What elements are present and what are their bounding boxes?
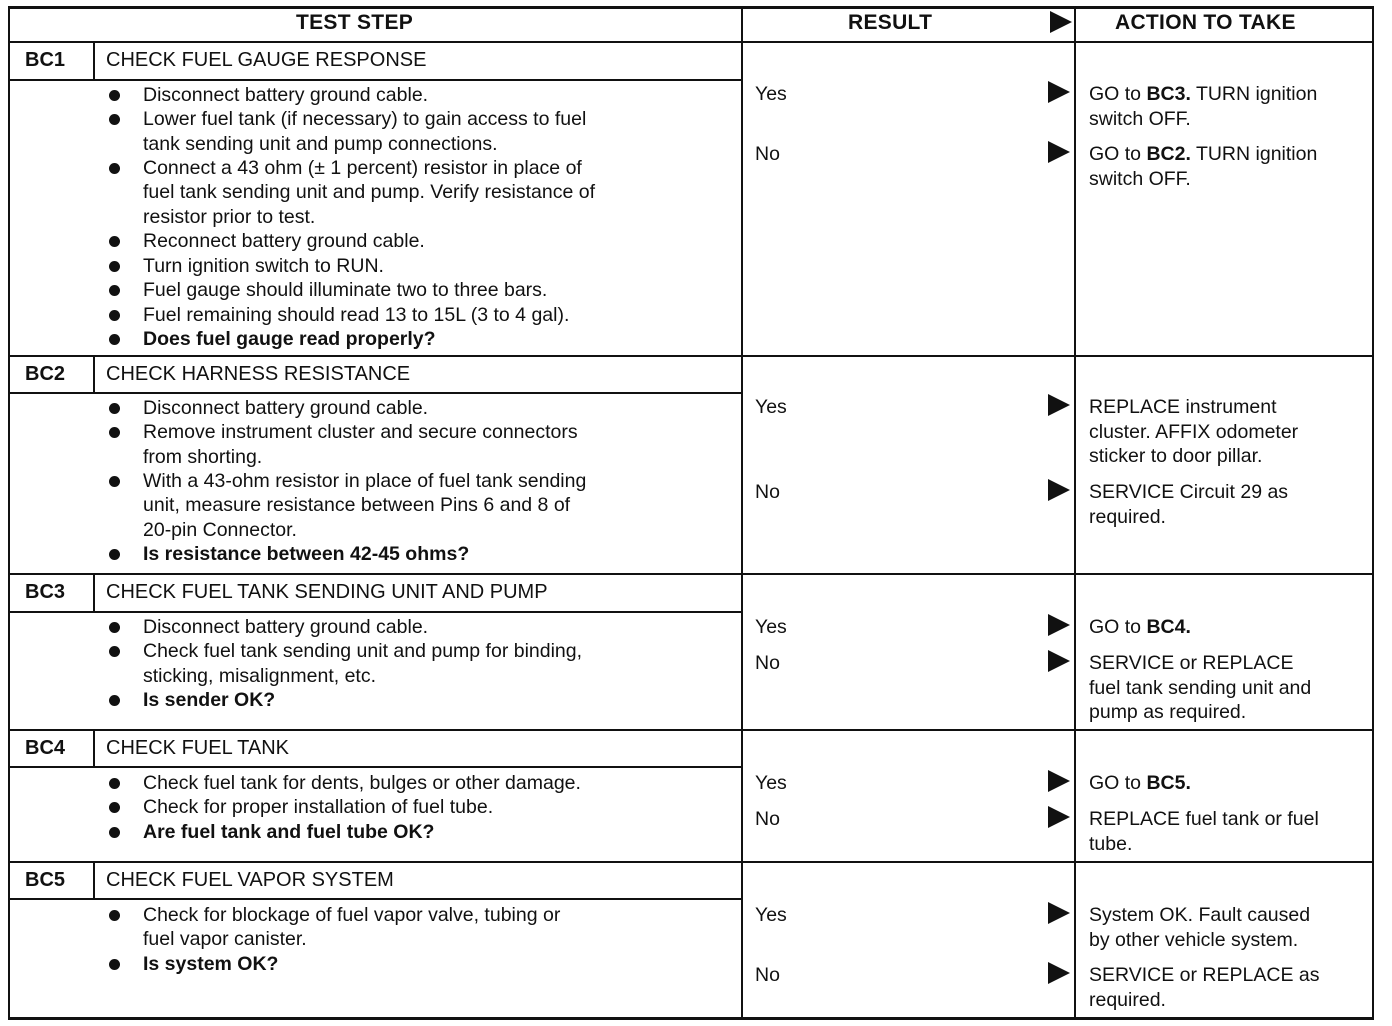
- step-code: BC5: [25, 869, 66, 891]
- bullet-icon: [109, 476, 120, 487]
- action-no: [1089, 142, 1317, 191]
- action-line: SERVICE or REPLACE: [1089, 652, 1294, 674]
- action-line: required.: [1089, 988, 1166, 1011]
- instruction-line: Check for blockage of fuel vapor valve, tubing or: [143, 904, 561, 926]
- action-text: TURN ignition: [1190, 143, 1318, 165]
- instruction-line: Check fuel tank for dents, bulges or other damage.: [143, 772, 581, 794]
- step-separator: [8, 573, 1374, 575]
- code-cell-divider: [93, 729, 95, 766]
- result-no: No: [755, 964, 780, 986]
- instruction-line: With a 43-ohm resistor in place of fuel tank sending: [143, 470, 587, 493]
- table-border-left: [8, 6, 10, 1020]
- action-line: fuel tank sending unit and: [1089, 676, 1312, 699]
- step-instruction: [143, 469, 586, 542]
- instruction-line: fuel vapor canister.: [143, 928, 307, 951]
- action-yes: [1089, 82, 1317, 131]
- action-line: [1089, 142, 1317, 167]
- table-border-right: [1372, 6, 1374, 1020]
- bullet-icon: [109, 549, 120, 560]
- title-underline: [8, 766, 741, 768]
- step-question: [143, 688, 275, 712]
- instruction-line: Are fuel tank and fuel tube OK?: [143, 820, 435, 843]
- result-yes: Yes: [755, 904, 787, 926]
- no-arrow-icon: [1048, 141, 1070, 163]
- instruction-line: Lower fuel tank (if necessary) to gain access to fuel: [143, 108, 587, 131]
- step-code: BC3: [25, 581, 66, 603]
- step-instruction: [143, 795, 493, 819]
- instruction-line: Is resistance between 42-45 ohms?: [143, 543, 470, 566]
- bullet-icon: [109, 802, 120, 813]
- bullet-icon: [109, 90, 120, 101]
- result-yes: Yes: [755, 396, 787, 418]
- action-line: [1089, 615, 1191, 640]
- action-line: cluster. AFFIX odometer: [1089, 420, 1299, 443]
- header-divider: [8, 41, 1374, 43]
- yes-arrow-icon: [1048, 614, 1070, 636]
- bullet-icon: [109, 310, 120, 321]
- code-cell-divider: [93, 861, 95, 898]
- action-line: REPLACE instrument: [1089, 396, 1277, 418]
- code-cell-divider: [93, 41, 95, 79]
- instruction-line: Is sender OK?: [143, 689, 276, 712]
- action-line: SERVICE or REPLACE as: [1089, 964, 1320, 986]
- bullet-icon: [109, 695, 120, 706]
- step-instruction: [143, 420, 578, 469]
- bullet-icon: [109, 163, 120, 174]
- instruction-line: 20-pin Connector.: [143, 518, 297, 541]
- action-line: SERVICE Circuit 29 as: [1089, 481, 1289, 503]
- step-code: BC1: [25, 49, 66, 71]
- step-question: [143, 542, 469, 566]
- header-result: RESULT: [848, 11, 933, 34]
- instruction-line: Fuel gauge should illuminate two to three bars.: [143, 279, 548, 302]
- bullet-icon: [109, 114, 120, 125]
- action-step-ref: BC4.: [1146, 616, 1191, 638]
- action-line: [1089, 82, 1317, 107]
- bullet-icon: [109, 427, 120, 438]
- instruction-line: Turn ignition switch to RUN.: [143, 254, 384, 277]
- result-no: No: [755, 481, 780, 503]
- step-separator: [8, 861, 1374, 863]
- column-divider-action: [1074, 6, 1076, 1020]
- step-title: CHECK FUEL GAUGE RESPONSE: [106, 49, 427, 71]
- instruction-line: resistor prior to test.: [143, 205, 316, 228]
- bullet-icon: [109, 403, 120, 414]
- header-test-step: TEST STEP: [296, 11, 414, 34]
- instruction-line: Does fuel gauge read properly?: [143, 328, 436, 350]
- action-step-ref: BC2.: [1146, 143, 1191, 165]
- instruction-line: Disconnect battery ground cable.: [143, 616, 429, 638]
- action-yes: [1089, 615, 1191, 640]
- step-title: CHECK FUEL VAPOR SYSTEM: [106, 869, 394, 891]
- step-instruction: [143, 107, 586, 156]
- step-question: [143, 820, 434, 844]
- yes-arrow-icon: [1048, 81, 1070, 103]
- step-instruction: [143, 229, 425, 253]
- table-border-top: [8, 6, 1374, 9]
- bullet-icon: [109, 334, 120, 345]
- instruction-line: Check for proper installation of fuel tube.: [143, 796, 494, 819]
- step-title: CHECK HARNESS RESISTANCE: [106, 363, 411, 385]
- result-no: No: [755, 652, 780, 674]
- step-instruction: [143, 771, 581, 795]
- bullet-icon: [109, 827, 120, 838]
- yes-arrow-icon: [1048, 394, 1070, 416]
- action-no: [1089, 963, 1319, 1012]
- step-instruction: [143, 903, 560, 952]
- action-line: pump as required.: [1089, 701, 1247, 723]
- yes-arrow-icon: [1048, 770, 1070, 792]
- step-question: [143, 327, 436, 351]
- yes-arrow-icon: [1048, 902, 1070, 924]
- step-code: BC4: [25, 737, 66, 759]
- no-arrow-icon: [1048, 806, 1070, 828]
- diagnostic-table: [8, 6, 1374, 1020]
- result-no: No: [755, 808, 780, 830]
- bullet-icon: [109, 646, 120, 657]
- header-action: ACTION TO TAKE: [1115, 11, 1296, 34]
- table-border-bottom: [8, 1017, 1374, 1020]
- step-title: CHECK FUEL TANK: [106, 737, 289, 759]
- action-line: switch OFF.: [1089, 107, 1191, 130]
- action-line: sticker to door pillar.: [1089, 445, 1263, 467]
- action-line: [1089, 771, 1191, 796]
- action-text: GO to: [1089, 772, 1147, 794]
- step-instruction: [143, 396, 428, 420]
- no-arrow-icon: [1048, 962, 1070, 984]
- result-yes: Yes: [755, 772, 787, 794]
- action-no: [1089, 807, 1319, 856]
- action-line: System OK. Fault caused: [1089, 904, 1311, 926]
- instruction-line: Is system OK?: [143, 952, 279, 975]
- step-instruction: [143, 156, 595, 229]
- title-underline: [8, 79, 741, 81]
- action-yes: [1089, 395, 1298, 469]
- bullet-icon: [109, 778, 120, 789]
- bullet-icon: [109, 622, 120, 633]
- action-line: required.: [1089, 505, 1166, 528]
- instruction-line: from shorting.: [143, 445, 263, 468]
- step-separator: [8, 355, 1374, 357]
- action-text: GO to: [1089, 143, 1147, 165]
- instruction-line: Check fuel tank sending unit and pump for binding,: [143, 640, 583, 663]
- bullet-icon: [109, 959, 120, 970]
- action-text: TURN ignition: [1190, 83, 1318, 105]
- instruction-line: Reconnect battery ground cable.: [143, 230, 425, 253]
- bullet-icon: [109, 236, 120, 247]
- bullet-icon: [109, 910, 120, 921]
- no-arrow-icon: [1048, 650, 1070, 672]
- action-text: GO to: [1089, 616, 1147, 638]
- step-question: [143, 952, 278, 976]
- action-step-ref: BC3.: [1146, 83, 1191, 105]
- step-instruction: [143, 303, 569, 327]
- action-no: [1089, 480, 1288, 529]
- step-separator: [8, 729, 1374, 731]
- instruction-line: fuel tank sending unit and pump. Verify resistance of: [143, 181, 596, 204]
- instruction-line: Remove instrument cluster and secure connectors: [143, 421, 578, 444]
- no-arrow-icon: [1048, 479, 1070, 501]
- bullet-icon: [109, 261, 120, 272]
- instruction-line: unit, measure resistance between Pins 6 and 8 of: [143, 494, 571, 517]
- step-instruction: [143, 615, 428, 639]
- code-cell-divider: [93, 573, 95, 611]
- action-line: by other vehicle system.: [1089, 928, 1299, 951]
- step-instruction: [143, 278, 547, 302]
- instruction-line: Fuel remaining should read 13 to 15L (3 to 4 gal).: [143, 303, 570, 326]
- instruction-line: Disconnect battery ground cable.: [143, 84, 429, 106]
- header-arrow-icon: [1050, 11, 1072, 33]
- code-cell-divider: [93, 355, 95, 392]
- instruction-line: sticking, misalignment, etc.: [143, 664, 377, 687]
- title-underline: [8, 392, 741, 394]
- step-instruction: [143, 254, 384, 278]
- bullet-icon: [109, 285, 120, 296]
- step-instruction: [143, 83, 428, 107]
- action-yes: [1089, 903, 1310, 952]
- action-yes: [1089, 771, 1191, 796]
- action-text: GO to: [1089, 83, 1147, 105]
- instruction-line: Disconnect battery ground cable.: [143, 397, 429, 419]
- action-line: REPLACE fuel tank or fuel: [1089, 808, 1319, 830]
- action-step-ref: BC5.: [1146, 772, 1191, 794]
- column-divider-result: [741, 6, 743, 1020]
- instruction-line: tank sending unit and pump connections.: [143, 132, 498, 155]
- step-title: CHECK FUEL TANK SENDING UNIT AND PUMP: [106, 581, 548, 603]
- action-line: tube.: [1089, 832, 1133, 855]
- title-underline: [8, 898, 741, 900]
- step-code: BC2: [25, 363, 66, 385]
- action-line: switch OFF.: [1089, 167, 1191, 190]
- title-underline: [8, 611, 741, 613]
- instruction-line: Connect a 43 ohm (± 1 percent) resistor in place of: [143, 157, 582, 180]
- result-yes: Yes: [755, 616, 787, 638]
- result-yes: Yes: [755, 83, 787, 105]
- step-instruction: [143, 639, 582, 688]
- result-no: No: [755, 143, 780, 165]
- action-no: [1089, 651, 1311, 725]
